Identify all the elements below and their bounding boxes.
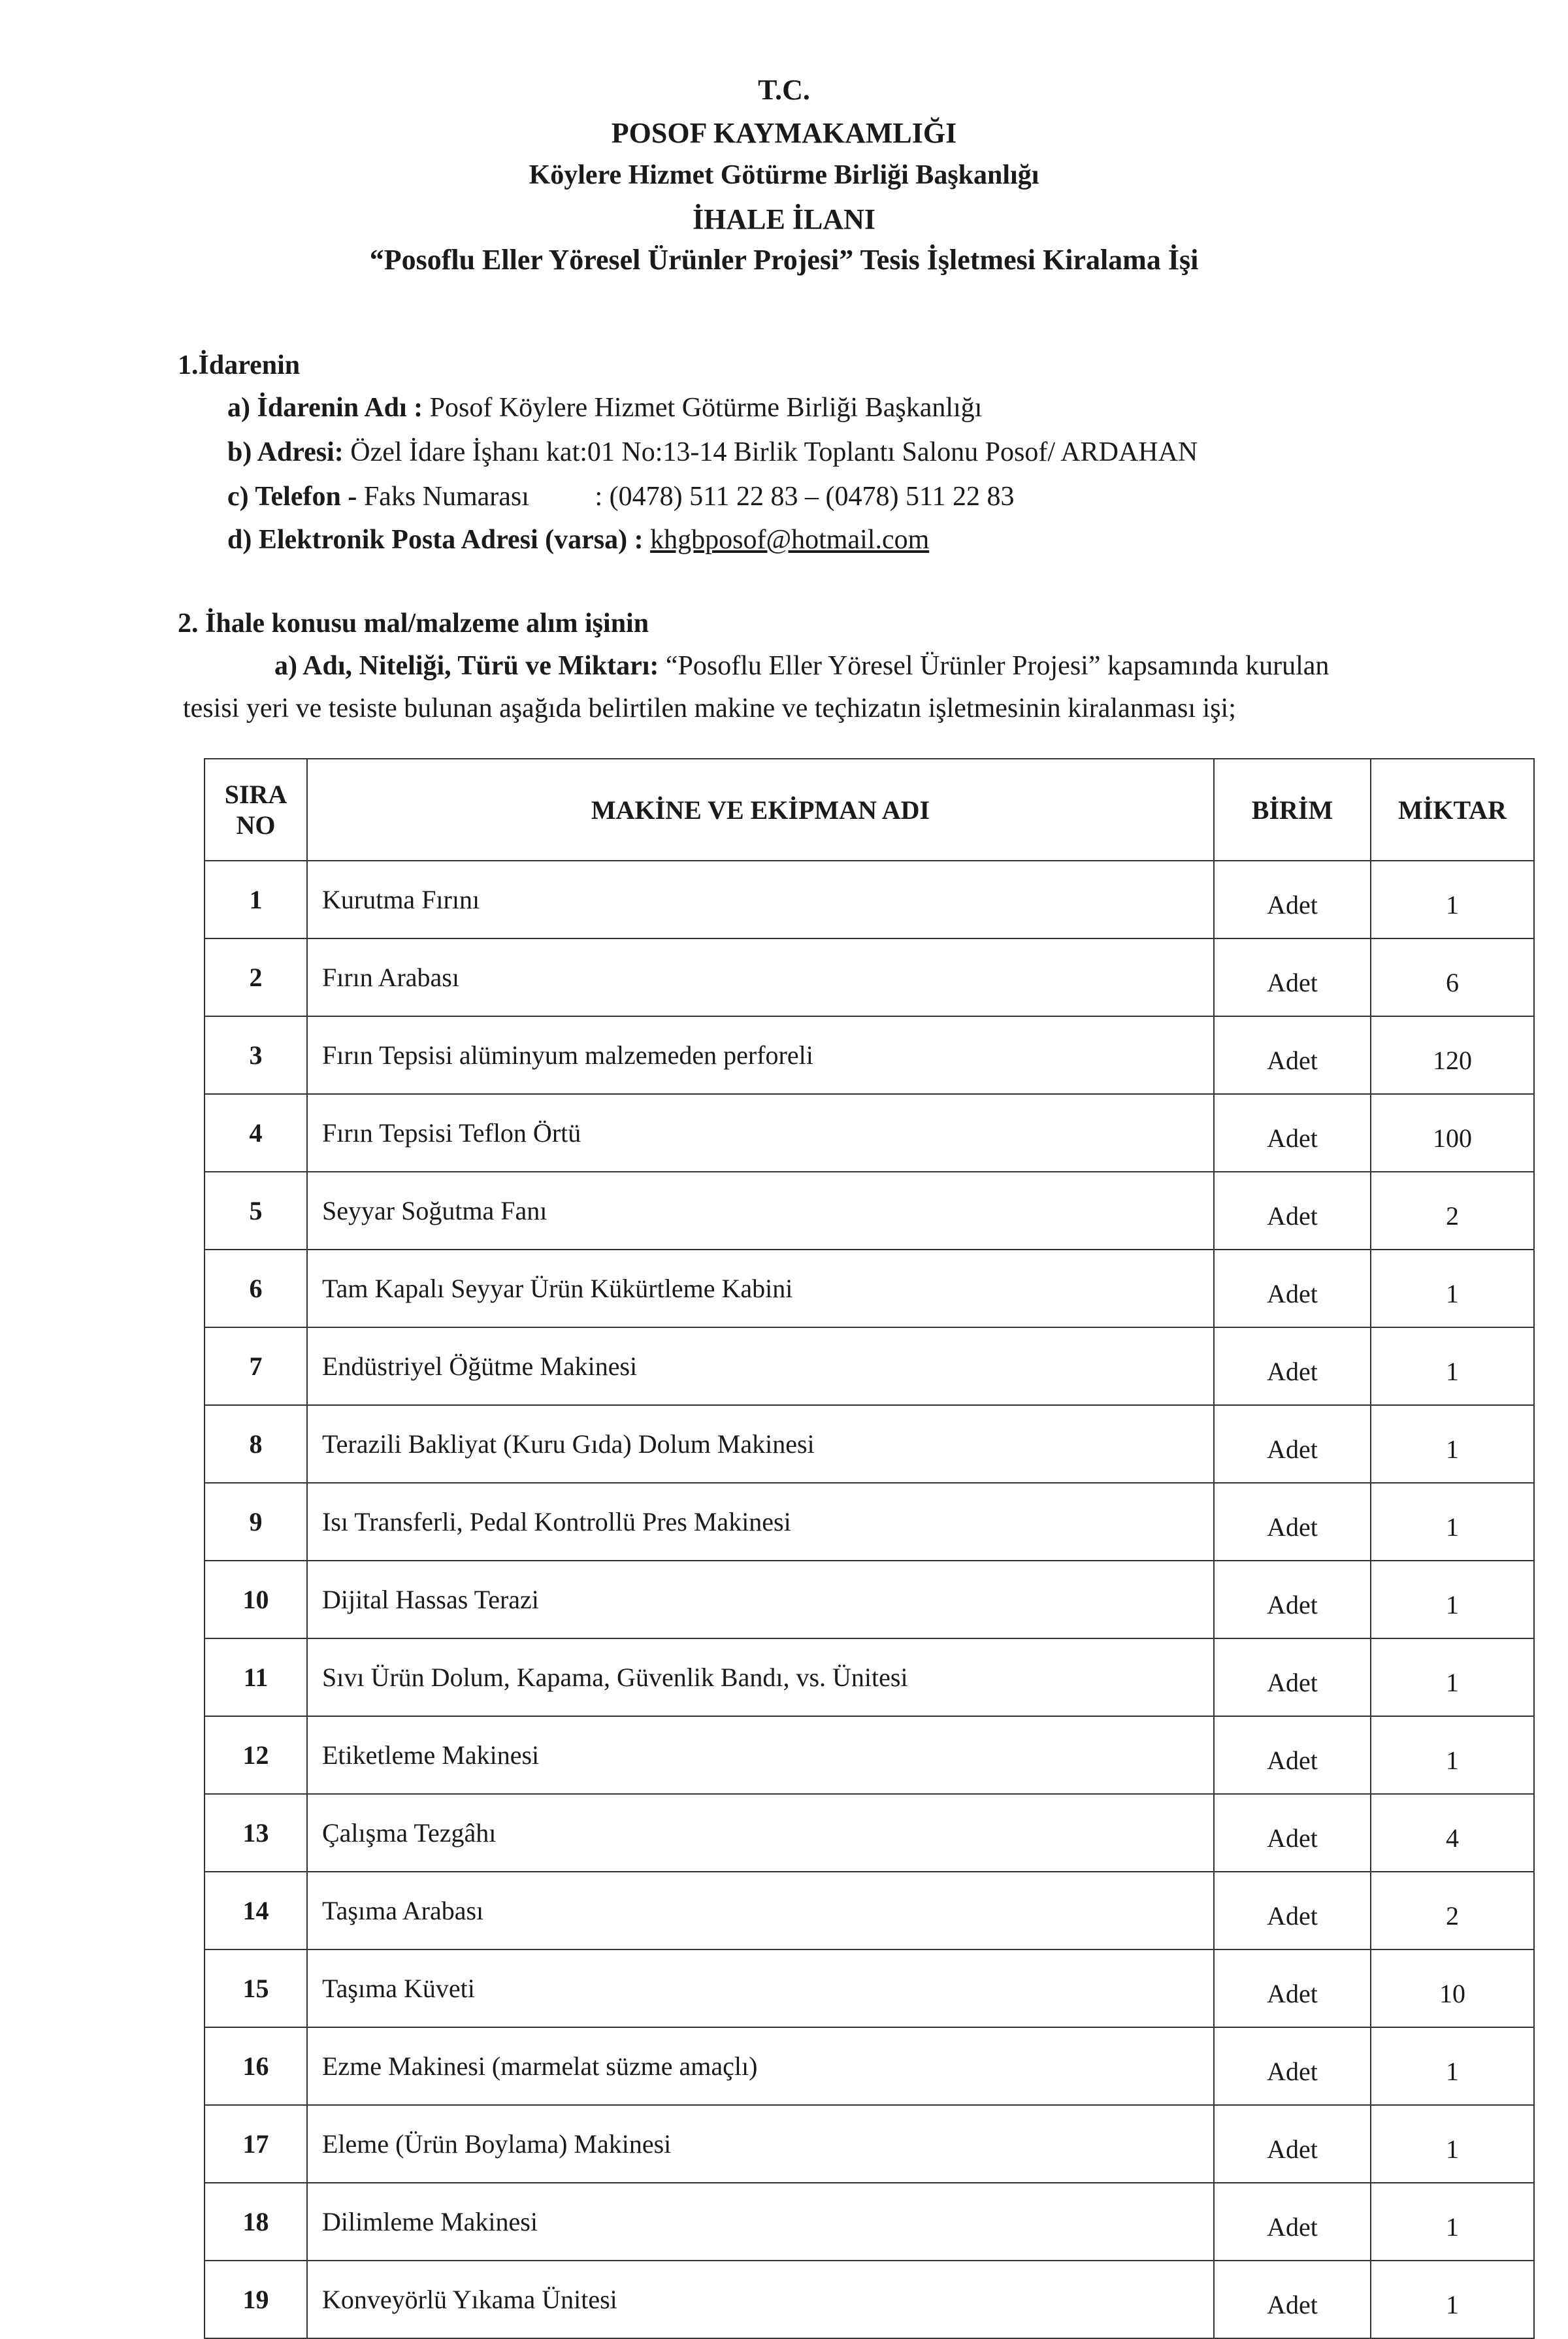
table-row: [204, 1250, 1534, 1327]
cell-qty: 1: [1371, 1638, 1534, 1716]
cell-unit: Adet: [1214, 1016, 1371, 1094]
cell-unit: Adet: [1214, 2027, 1371, 2105]
cell-no: 1: [204, 861, 307, 938]
table-row: [204, 1483, 1534, 1561]
cell-name: Taşıma Küveti: [307, 1949, 1214, 2027]
table-row: [204, 1561, 1534, 1638]
cell-no: 12: [204, 1716, 307, 1794]
cell-name: Dilimleme Makinesi: [307, 2183, 1214, 2261]
cell-no: 11: [204, 1638, 307, 1716]
table-row: [204, 1872, 1534, 1949]
cell-qty: 1: [1371, 2105, 1534, 2183]
cell-unit: Adet: [1214, 1172, 1371, 1250]
cell-name: Endüstriyel Öğütme Makinesi: [307, 1327, 1214, 1405]
cell-qty: 1: [1371, 1250, 1534, 1327]
header-unit: BİRİM: [1214, 759, 1371, 861]
cell-name: Tam Kapalı Seyyar Ürün Kükürtleme Kabini: [307, 1250, 1214, 1327]
cell-no: 17: [204, 2105, 307, 2183]
section1-c-value: : (0478) 511 22 83 – (0478) 511 22 83: [595, 482, 1015, 512]
table-header-row: [204, 759, 1534, 861]
section1-b: [227, 437, 1198, 468]
cell-name: Terazili Bakliyat (Kuru Gıda) Dolum Makinesi: [307, 1405, 1214, 1483]
cell-no: 13: [204, 1794, 307, 1872]
cell-qty: 120: [1371, 1016, 1534, 1094]
cell-no: 14: [204, 1872, 307, 1949]
header-kaymakamlik: POSOF KAYMAKAMLIĞI: [611, 117, 957, 149]
table-row: [204, 1638, 1534, 1716]
cell-qty: 1: [1371, 1327, 1534, 1405]
cell-name: Eleme (Ürün Boylama) Makinesi: [307, 2105, 1214, 2183]
table-row: [204, 1794, 1534, 1872]
cell-no: 6: [204, 1250, 307, 1327]
table-row: [204, 2183, 1534, 2261]
equipment-table: [204, 758, 1535, 2339]
cell-qty: 1: [1371, 2261, 1534, 2338]
cell-no: 15: [204, 1949, 307, 2027]
cell-unit: Adet: [1214, 1405, 1371, 1483]
header-subject: “Posoflu Eller Yöresel Ürünler Projesi” Tesis İşletmesi Kiralama İşi: [369, 244, 1199, 276]
cell-unit: Adet: [1214, 2261, 1371, 2338]
header-tc: T.C.: [758, 74, 810, 106]
section1-c-label2: Faks Numarası: [363, 482, 529, 512]
cell-unit: Adet: [1214, 1794, 1371, 1872]
table-row: [204, 861, 1534, 938]
table-row: [204, 1094, 1534, 1172]
cell-name: Konveyörlü Yıkama Ünitesi: [307, 2261, 1214, 2338]
cell-name: Taşıma Arabası: [307, 1872, 1214, 1949]
cell-name: Ezme Makinesi (marmelat süzme amaçlı): [307, 2027, 1214, 2105]
cell-name: Seyyar Soğutma Fanı: [307, 1172, 1214, 1250]
cell-unit: Adet: [1214, 1250, 1371, 1327]
table-row: [204, 2105, 1534, 2183]
table-row: [204, 1172, 1534, 1250]
cell-qty: 6: [1371, 938, 1534, 1016]
header-ilan: İHALE İLANI: [693, 203, 875, 235]
header-no: NO: [236, 810, 276, 840]
cell-no: 7: [204, 1327, 307, 1405]
table-row: [204, 1716, 1534, 1794]
header-sira: SIRA: [224, 780, 287, 809]
section1-d: [227, 524, 929, 556]
cell-unit: Adet: [1214, 938, 1371, 1016]
cell-no: 3: [204, 1016, 307, 1094]
section1-b-label: b) Adresi:: [227, 437, 344, 467]
cell-name: Fırın Arabası: [307, 938, 1214, 1016]
cell-unit: Adet: [1214, 1638, 1371, 1716]
cell-name: Sıvı Ürün Dolum, Kapama, Güvenlik Bandı, vs. Ünitesi: [307, 1638, 1214, 1716]
header-name: MAKİNE VE EKİPMAN ADI: [307, 759, 1214, 861]
cell-name: Dijital Hassas Terazi: [307, 1561, 1214, 1638]
table-row: [204, 1405, 1534, 1483]
section1-a: [227, 392, 982, 423]
table-row: [204, 1949, 1534, 2027]
cell-qty: 4: [1371, 1794, 1534, 1872]
cell-qty: 10: [1371, 1949, 1534, 2027]
table-row: [204, 2027, 1534, 2105]
cell-unit: Adet: [1214, 1949, 1371, 2027]
cell-name: Fırın Tepsisi alüminyum malzemeden perforeli: [307, 1016, 1214, 1094]
section2-a: [274, 650, 1329, 682]
cell-unit: Adet: [1214, 2183, 1371, 2261]
cell-qty: 2: [1371, 1872, 1534, 1949]
cell-unit: Adet: [1214, 1094, 1371, 1172]
cell-no: 18: [204, 2183, 307, 2261]
cell-qty: 1: [1371, 2183, 1534, 2261]
cell-unit: Adet: [1214, 1716, 1371, 1794]
cell-unit: Adet: [1214, 1561, 1371, 1638]
cell-qty: 1: [1371, 861, 1534, 938]
cell-no: 10: [204, 1561, 307, 1638]
section1-c-label: c) Telefon -: [227, 482, 357, 512]
section1-a-label: a) İdarenin Adı :: [227, 393, 423, 423]
cell-no: 19: [204, 2261, 307, 2338]
section1-a-value: Posof Köylere Hizmet Götürme Birliği Başkanlığı: [429, 393, 983, 423]
cell-unit: Adet: [1214, 2105, 1371, 2183]
cell-name: Isı Transferli, Pedal Kontrollü Pres Makinesi: [307, 1483, 1214, 1561]
section2-a-label: a) Adı, Niteliği, Türü ve Miktarı:: [274, 651, 659, 681]
cell-qty: 1: [1371, 2027, 1534, 2105]
cell-name: Fırın Tepsisi Teflon Örtü: [307, 1094, 1214, 1172]
cell-name: Etiketleme Makinesi: [307, 1716, 1214, 1794]
email-link[interactable]: khgbposof@hotmail.com: [650, 525, 930, 555]
cell-no: 5: [204, 1172, 307, 1250]
cell-qty: 100: [1371, 1094, 1534, 1172]
table-row: [204, 1016, 1534, 1094]
cell-no: 2: [204, 938, 307, 1016]
header-qty: MİKTAR: [1371, 759, 1534, 861]
section1-b-value: Özel İdare İşhanı kat:01 No:13-14 Birlik Toplantı Salonu Posof/ ARDAHAN: [350, 437, 1198, 467]
cell-unit: Adet: [1214, 861, 1371, 938]
cell-no: 16: [204, 2027, 307, 2105]
cell-name: Çalışma Tezgâhı: [307, 1794, 1214, 1872]
table-row: [204, 2261, 1534, 2338]
cell-qty: 1: [1371, 1716, 1534, 1794]
cell-name: Kurutma Fırını: [307, 861, 1214, 938]
cell-no: 9: [204, 1483, 307, 1561]
section1-d-label: d) Elektronik Posta Adresi (varsa) :: [227, 525, 644, 555]
table-row: [204, 1327, 1534, 1405]
section2-a-text1: “Posoflu Eller Yöresel Ürünler Projesi” kapsamında kurulan: [665, 651, 1330, 681]
cell-no: 8: [204, 1405, 307, 1483]
cell-unit: Adet: [1214, 1872, 1371, 1949]
cell-unit: Adet: [1214, 1327, 1371, 1405]
section1-c: [227, 481, 1014, 512]
section1-title: 1.İdarenin: [178, 350, 301, 380]
cell-no: 4: [204, 1094, 307, 1172]
header-sira-no: [204, 759, 307, 861]
cell-qty: 1: [1371, 1405, 1534, 1483]
cell-qty: 2: [1371, 1172, 1534, 1250]
cell-unit: Adet: [1214, 1483, 1371, 1561]
section2-a-text2: tesisi yeri ve tesiste bulunan aşağıda belirtilen makine ve teçhizatın işletmesinin kiralanması işi;: [183, 693, 1236, 723]
cell-qty: 1: [1371, 1483, 1534, 1561]
section2-title: 2. İhale konusu mal/malzeme alım işinin: [178, 608, 649, 639]
header-birlik: Köylere Hizmet Götürme Birliği Başkanlığı: [529, 160, 1039, 190]
table-row: [204, 938, 1534, 1016]
cell-qty: 1: [1371, 1561, 1534, 1638]
